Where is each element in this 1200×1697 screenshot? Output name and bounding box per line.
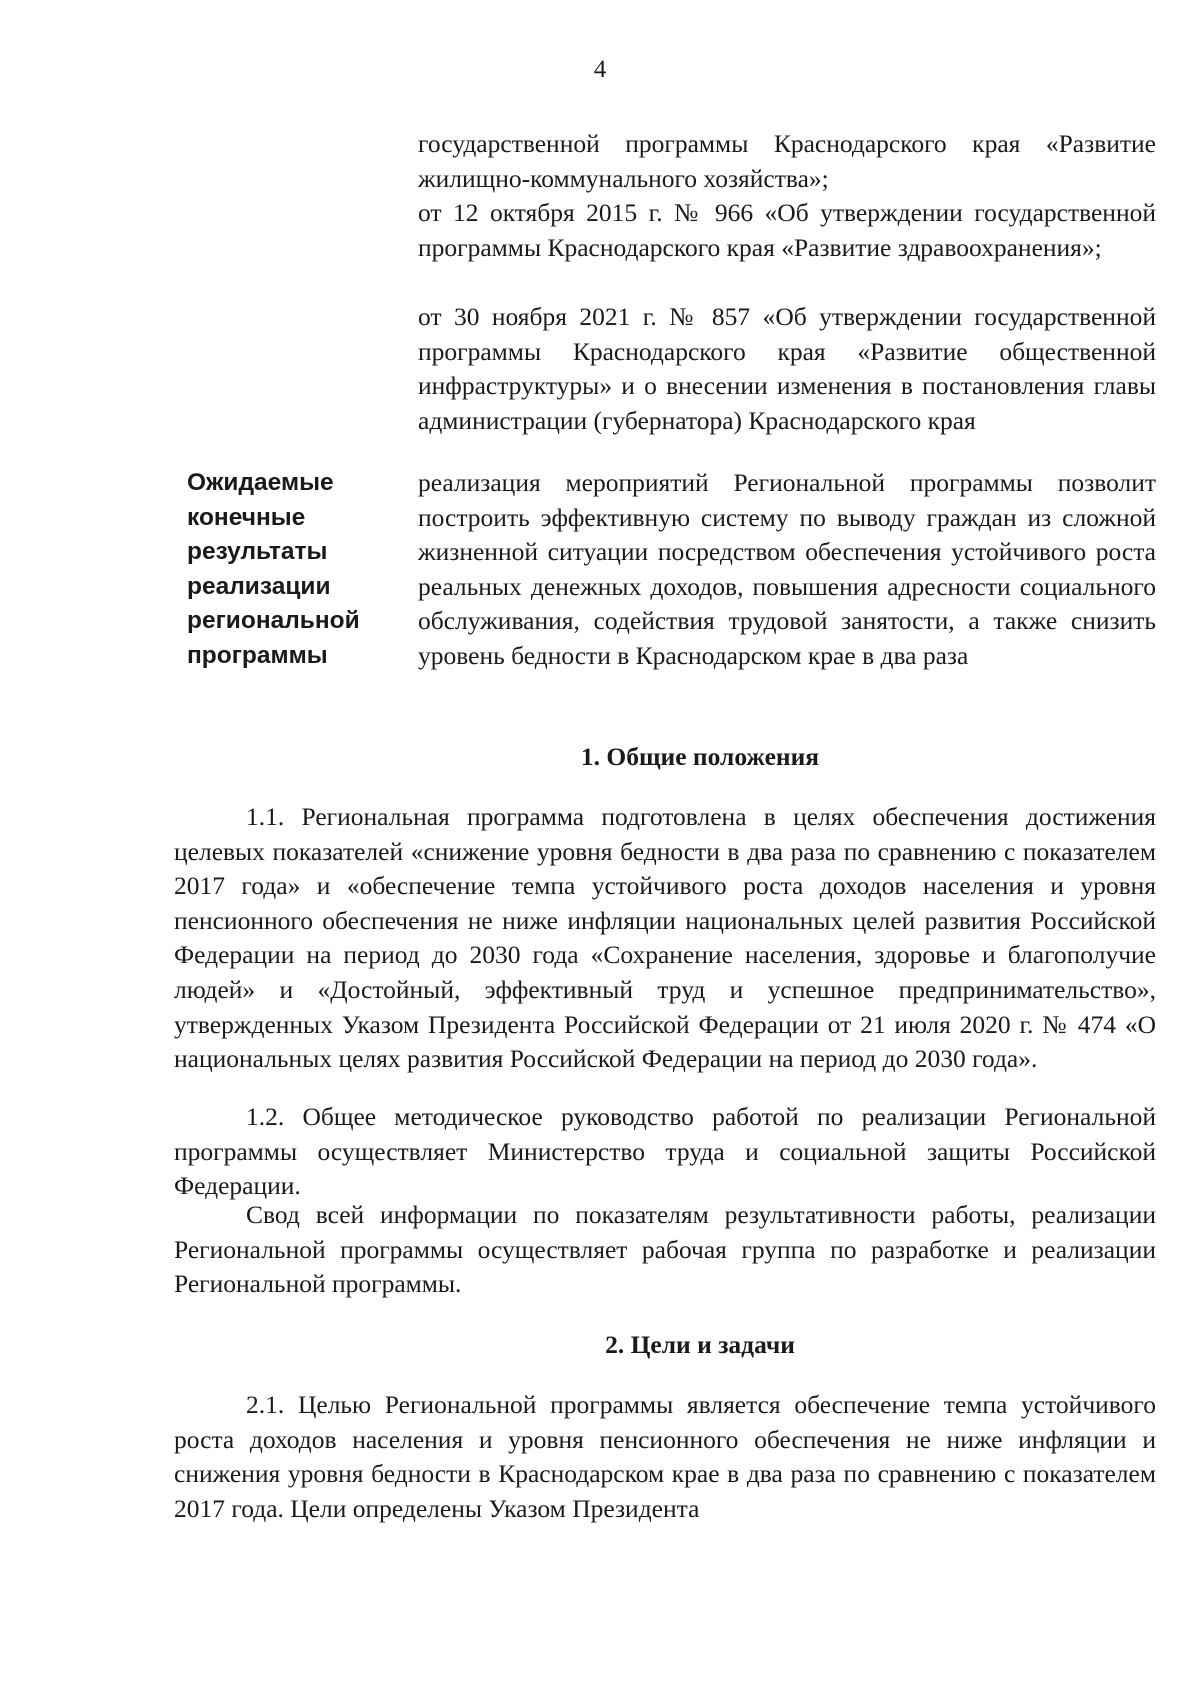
section-1-paragraph: Свод всей информации по показателям результативности работы, реализации Региональной программы осуществляет рабочая группа по разработке и реализации Региональной программы. xyxy=(174,1200,1156,1299)
label-line: Ожидаемые xyxy=(187,469,334,496)
label-line: результаты xyxy=(187,538,328,566)
label-line: программы xyxy=(187,641,328,669)
section-2-paragraph: 2.1. Целью Региональной программы является обеспечение темпа устойчивого роста доходов населения и уровня пенсионного обеспечения не ниже инфляции и снижения уровня бедности в Краснодарском крае в два раза по сравнению с показателем 2017 года. Цели определены Указом Президента xyxy=(174,1390,1156,1523)
section-1-title: 1. Общие положения xyxy=(580,742,820,771)
top-block-paragraph: государственной программы Краснодарского края «Развитие жилищно-коммунального хозяйства»; xyxy=(418,129,1156,193)
section-1-paragraph: 1.2. Общее методическое руководство работой по реализации Региональной программы осуществляет Министерство труда и социальной защиты Российской Федерации. xyxy=(174,1102,1156,1201)
label-line: реализации xyxy=(187,572,331,600)
label-line: конечные xyxy=(187,503,306,531)
label-line: региональной xyxy=(187,607,360,635)
results-row-label xyxy=(187,466,387,674)
section-1-paragraph: 1.1. Региональная программа подготовлена в целях обеспечения достижения целевых показателей «снижение уровня бедности в два раза по сравнению с показателем 2017 года» и «обеспечение темпа устойчивого роста доходов населения и уровня пенсионного обеспечения не ниже инфляции национальных целей развития Российской Федерации на период до 2030 года «Сохранение населения, здоровье и благополучие людей» и «Достойный, эффективный труд и успешное предпринимательство», утвержденных Указом Президента Российской Федерации от 21 июля 2020 г. № 474 «О национальных целях развития Российской Федерации на период до 2030 года». xyxy=(174,802,1156,1074)
section-2-title: 2. Цели и задачи xyxy=(605,1330,795,1359)
top-block-paragraph: от 30 ноября 2021 г. № 857 «Об утверждении государственной программы Краснодарского края «Развитие общественной инфраструктуры» и о внесении изменения в постановления главы администрации (губернатора) Краснодарского края xyxy=(418,302,1156,435)
top-block-paragraph: от 12 октября 2015 г. № 966 «Об утверждении государственной программы Краснодарского края «Развитие здравоохранения»; xyxy=(418,198,1156,262)
page-number: 4 xyxy=(593,56,607,83)
results-row-text: реализация мероприятий Региональной программы позволит построить эффективную систему по выводу граждан из сложной жизненной ситуации посредством обеспечения устойчивого роста реальных денежных доходов, повышения адресности социального обслуживания, содействия трудовой занятости, а также снизить уровень бедности в Краснодарском крае в два раза xyxy=(418,468,1156,670)
